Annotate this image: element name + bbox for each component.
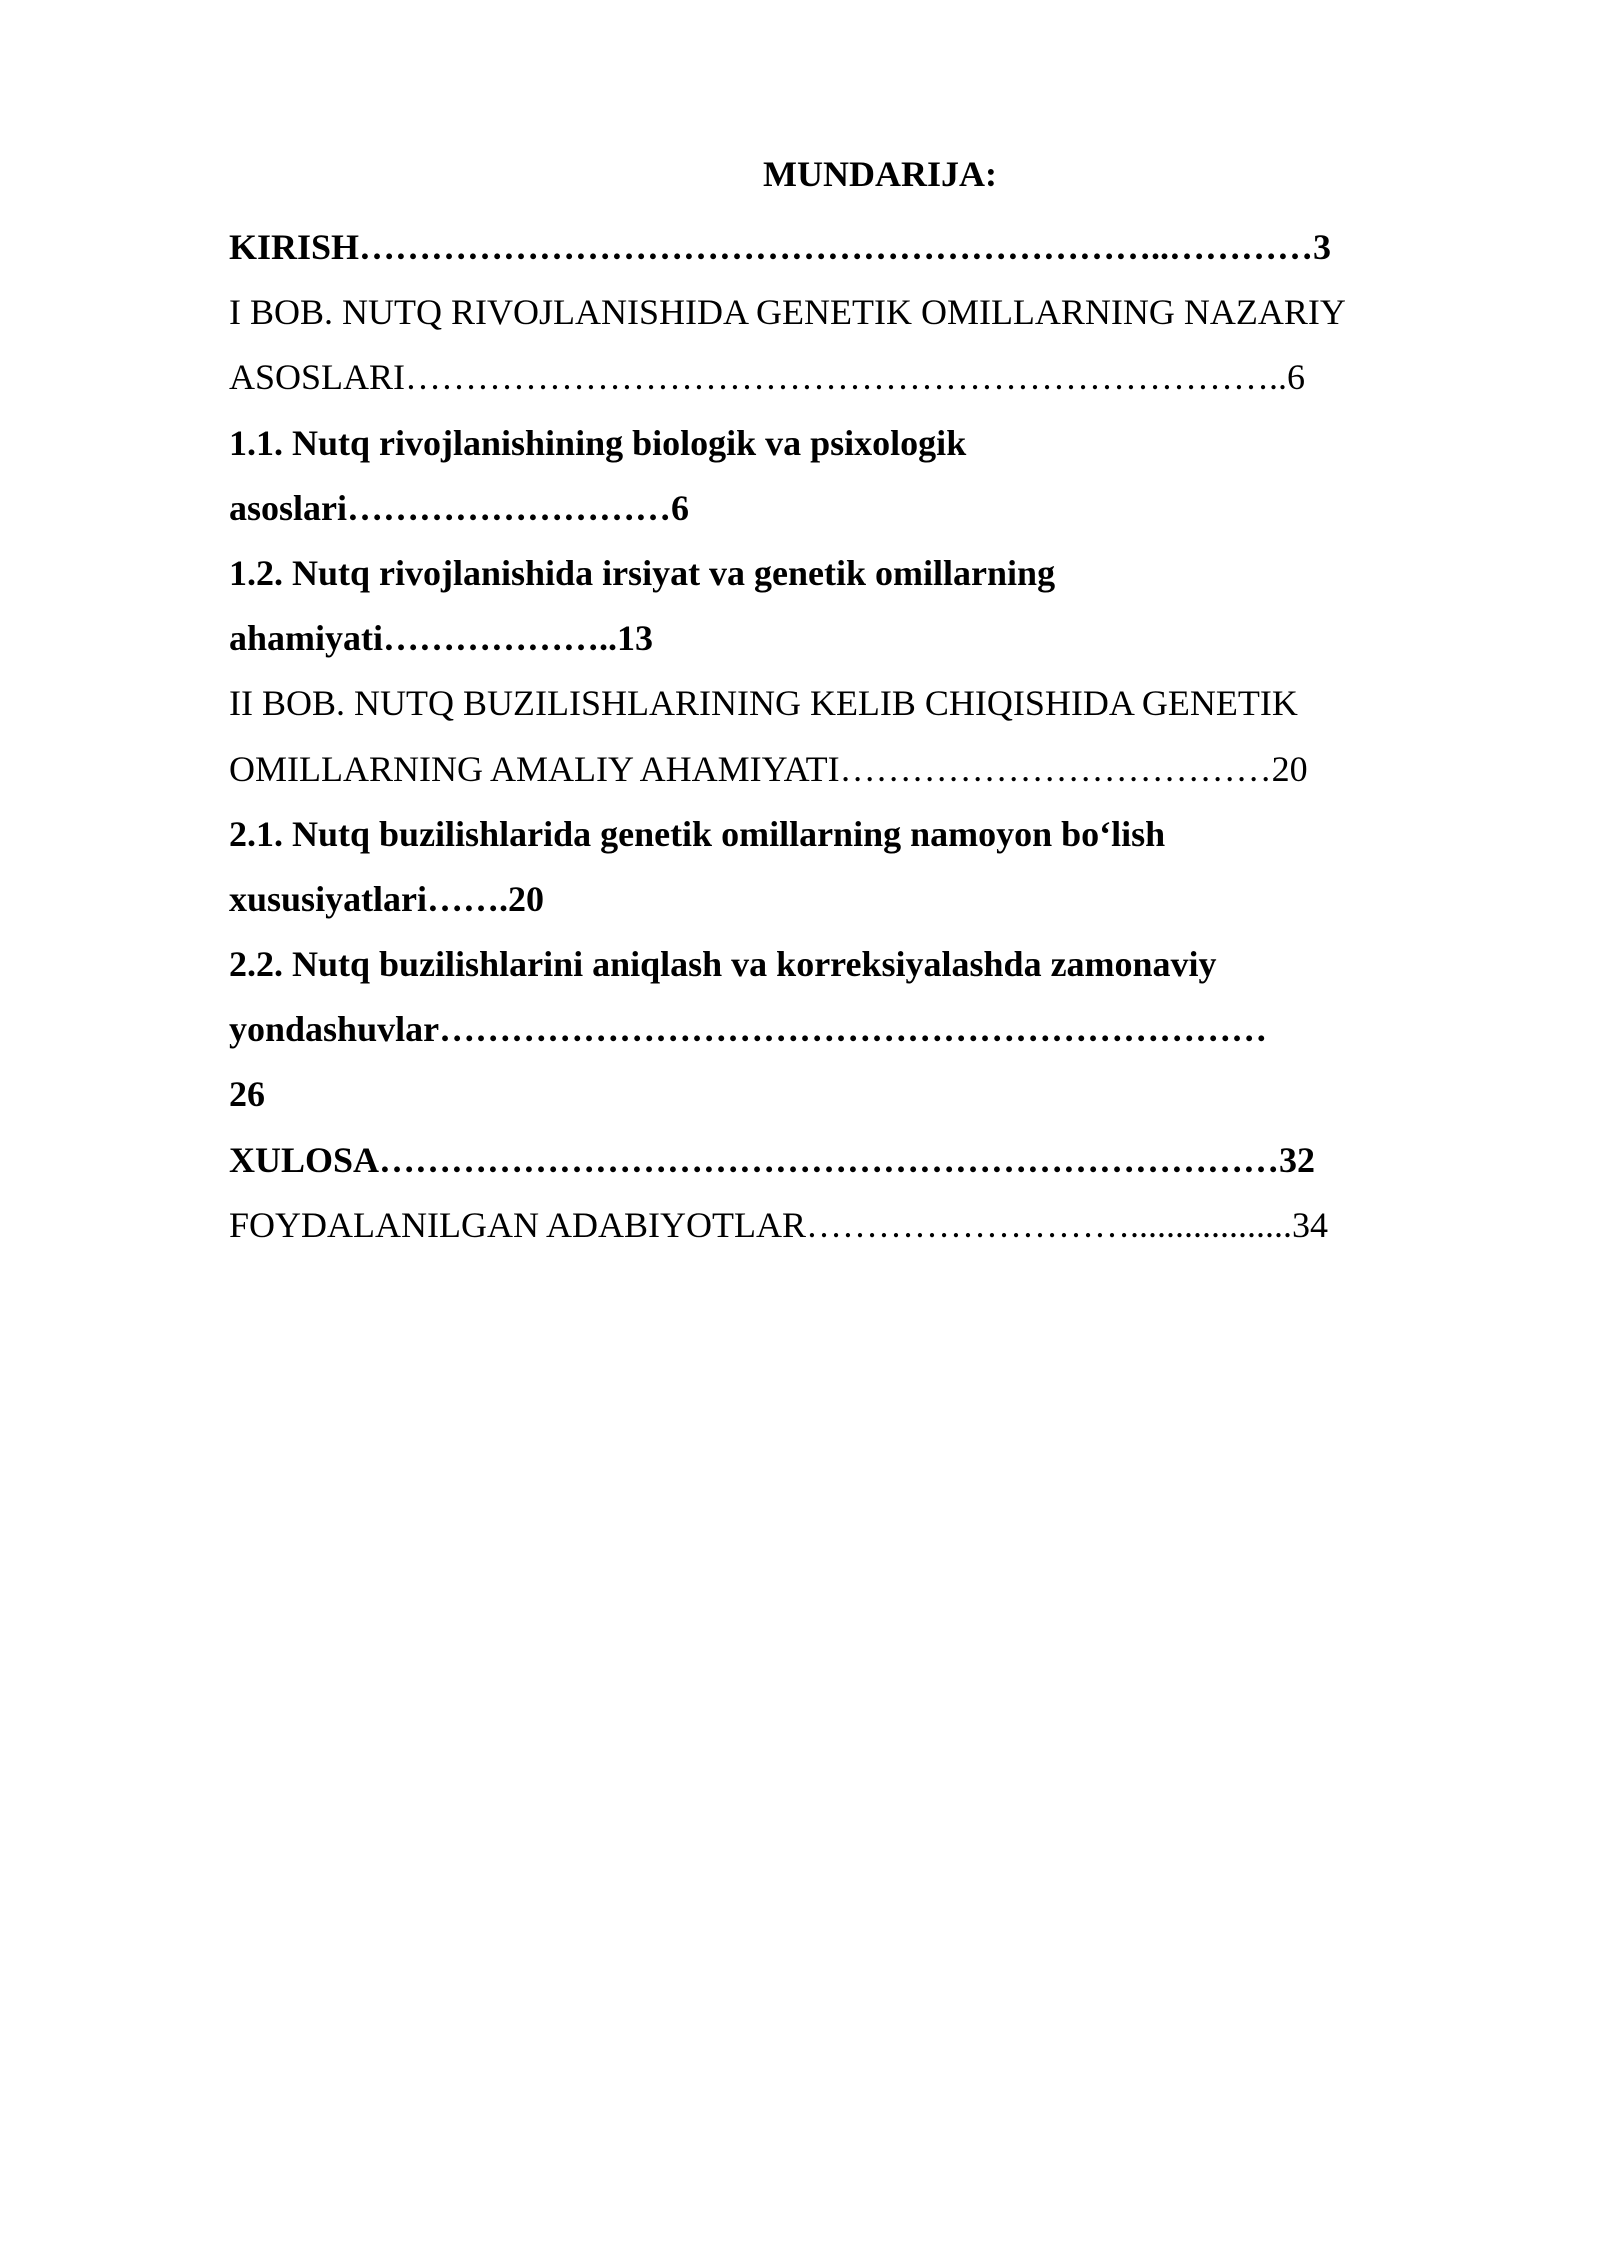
toc-chapter-2-line-2: OMILLARNING AMALIY AHAMIYATI………………………………20 [229, 748, 1308, 789]
toc-section-1-2-line-1: 1.2. Nutq rivojlanishida irsiyat va genetik omillarning [229, 552, 1056, 593]
table-of-contents [229, 215, 1529, 1258]
toc-chapter-2-line-1: II BOB. NUTQ BUZILISHLARINING KELIB CHIQISHIDA GENETIK [229, 683, 1298, 724]
toc-section-2-2-page-number: 26 [229, 1074, 265, 1115]
toc-section-2-1-line-2: xususiyatlari…….20 [229, 878, 545, 919]
toc-section-1-1-line-2: asoslari………………………6 [229, 487, 690, 528]
toc-section-2-1-line-1: 2.1. Nutq buzilishlarida genetik omillarning namoyon bo‘lish [229, 813, 1166, 854]
toc-entry-foydalanilgan-adabiyotlar: FOYDALANILGAN ADABIYOTLAR………………………..................34 [229, 1204, 1328, 1245]
toc-entry-kirish: KIRISH…………………………………………………………..…………3 [229, 227, 1332, 267]
toc-section-1-2-line-2: ahamiyati………………..13 [229, 618, 654, 659]
page-title: MUNDARIJA: [763, 154, 997, 194]
toc-entry-xulosa: XULOSA…………………………………………………………………32 [229, 1139, 1316, 1180]
toc-section-2-2-line-1: 2.2. Nutq buzilishlarini aniqlash va korreksiyalashda zamonaviy [229, 944, 1217, 985]
toc-chapter-1-line-1: I BOB. NUTQ RIVOJLANISHIDA GENETIK OMILLARNING NAZARIY [229, 292, 1346, 333]
toc-section-1-1-line-1: 1.1. Nutq rivojlanishining biologik va psixologik [229, 422, 967, 463]
toc-section-2-2-line-2: yondashuvlar…………………………………………………………… [229, 1009, 1268, 1050]
toc-chapter-1-line-2: ASOSLARI………………………………………………………………..6 [229, 357, 1306, 398]
